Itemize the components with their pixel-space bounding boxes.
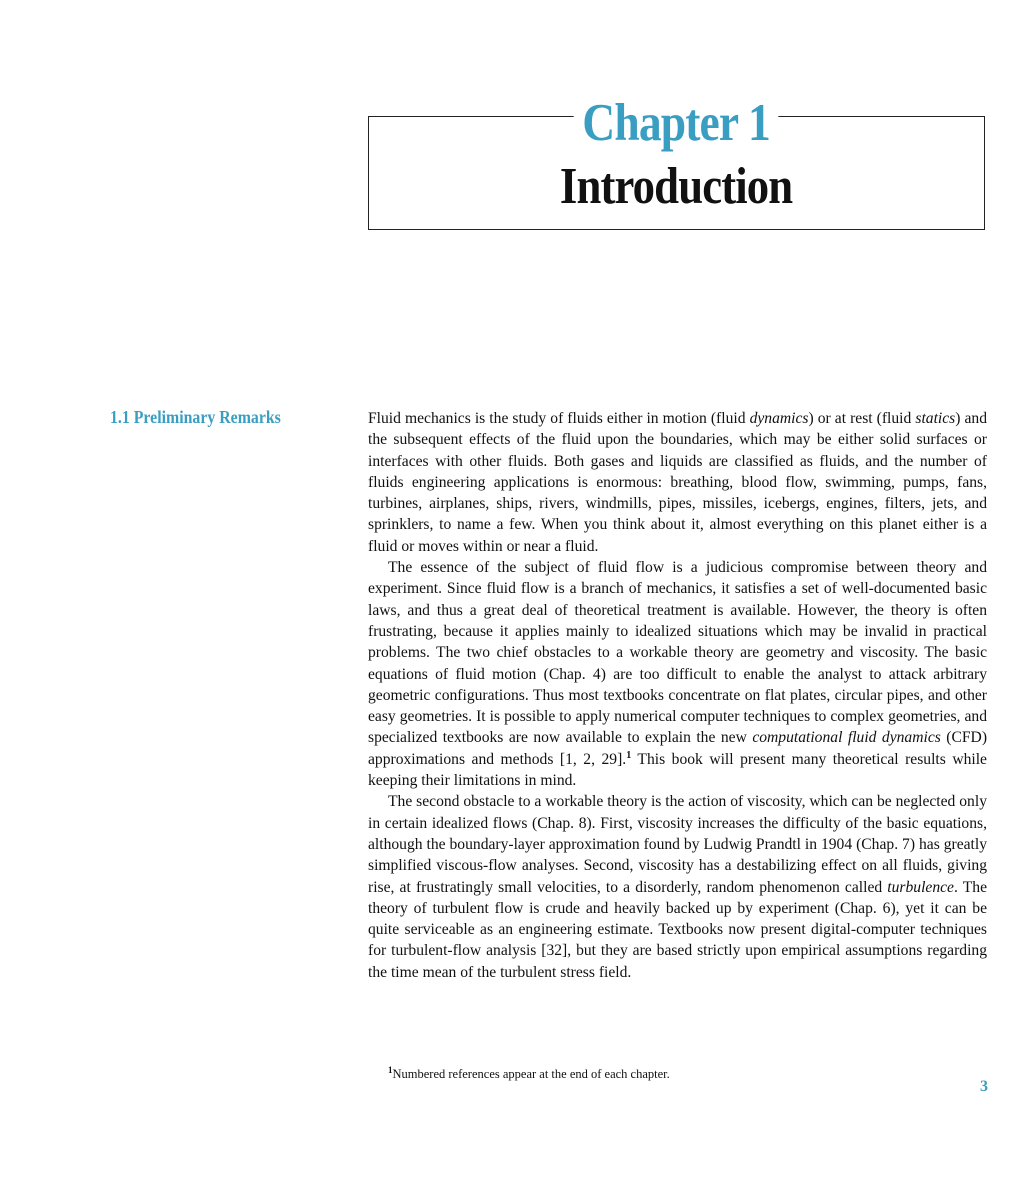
paragraph-1 <box>368 408 987 557</box>
chapter-title-row <box>369 157 984 217</box>
paragraph-3 <box>368 791 987 983</box>
body-text <box>368 408 987 983</box>
chapter-label-row <box>369 95 984 151</box>
emphasis: computational fluid dynamics <box>752 729 941 747</box>
section-heading: 1.1 Preliminary Remarks <box>110 407 281 427</box>
text-run: The second obstacle to a workable theory is the action of viscosity, which can be neglected only in certain idealized flows (Chap. 8). First, viscosity increases the difficulty of the basic equations, although the boundary-layer approximation found by Ludwig Prandtl in 1904 (Chap. 7) has greatly simplified viscous-flow analyses. Second, viscosity has a destabilizing effect on all fluids, giving rise, at frustratingly small velocities, to a disorderly, random phenomenon called <box>368 793 987 896</box>
text-run: Fluid mechanics is the study of fluids either in motion (fluid <box>368 410 750 427</box>
text-run: ) or at rest (fluid <box>808 410 916 427</box>
chapter-label: Chapter 1 <box>574 95 779 151</box>
emphasis: turbulence <box>887 878 954 896</box>
text-run: . The theory of turbulent flow is crude and heavily backed up by experiment (Chap. 6), yet it can be quite serviceable as an engineering estimate. Textbooks now present digital-computer techniques for turbulent-flow analysis [32], but they are based strictly upon empirical assumptions regarding the time mean of the turbulent stress field. <box>368 878 987 981</box>
chapter-title: Introduction <box>560 158 793 215</box>
text-run: ) and the subsequent effects of the fluid upon the boundaries, which may be either solid surfaces or interfaces with other fluids. Both gases and liquids are classified as fluids, and the number of fluids engineering applications is enormous: breathing, blood flow, swimming, pumps, fans, turbines, airplanes, ships, rivers, windmills, pipes, missiles, icebergs, engines, filters, jets, and sprinklers, to name a few. When you think about it, almost everything on this planet either is a fluid or moves within or near a fluid. <box>368 410 987 555</box>
footnote-text: Numbered references appear at the end of each chapter. <box>392 1067 670 1082</box>
emphasis: dynamics <box>749 410 809 427</box>
page-number: 3 <box>980 1078 988 1095</box>
text-run: (CFD) approximations and methods [1, 2, 29]. <box>368 729 988 768</box>
footnote-marker: 1 <box>626 749 632 761</box>
text-run: This book will present many theoretical results while keeping their limitations in mind. <box>368 750 987 790</box>
chapter-title-box <box>368 94 985 230</box>
text-run: The essence of the subject of fluid flow is a judicious compromise between theory and experiment. Since fluid flow is a branch of mechanics, it satisfies a set of well-documented basic laws, and thus a great deal of theoretical treatment is available. However, the theory is often frustrating, because it applies mainly to idealized situations which may be invalid in practical problems. The two chief obstacles to a workable theory are geometry and viscosity. The basic equations of fluid motion (Chap. 4) are too difficult to enable the analyst to attack arbitrary geometric configurations. Thus most textbooks concentrate on flat plates, circular pipes, and other easy geometries. It is possible to apply numerical computer techniques to complex geometries, and specialized textbooks are now available to explain the new <box>368 559 987 747</box>
footnote-mark: 1 <box>388 1065 393 1075</box>
paragraph-2 <box>368 557 987 791</box>
emphasis: statics <box>915 410 956 427</box>
footnote <box>388 1062 670 1082</box>
